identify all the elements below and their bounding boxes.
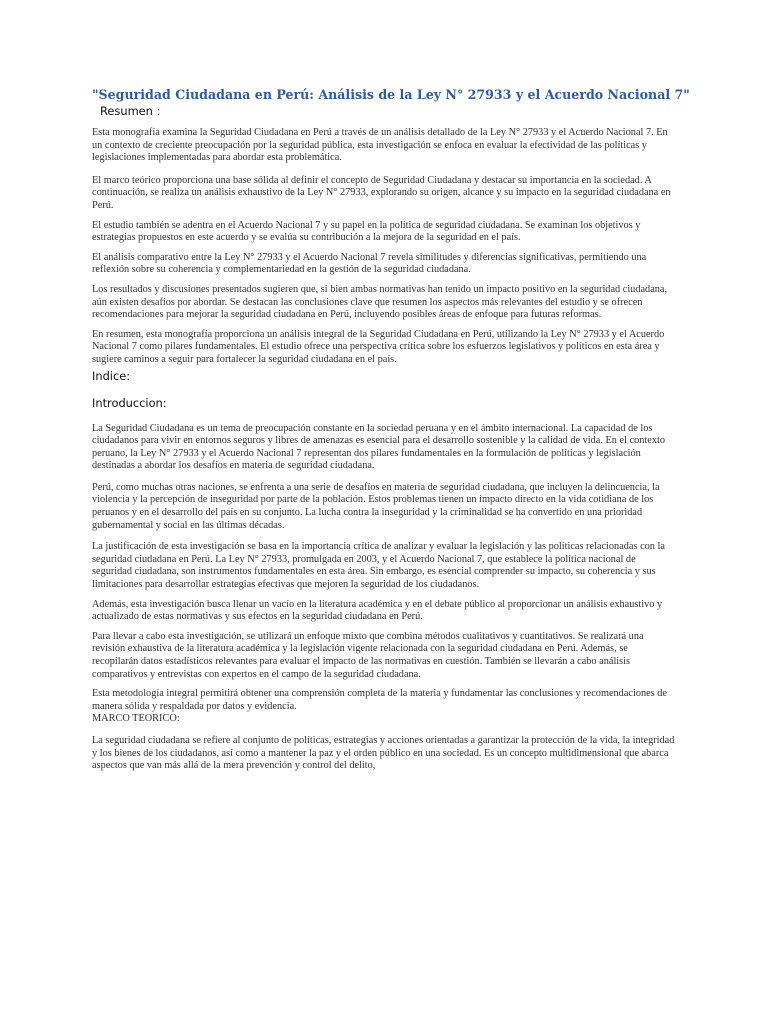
marco-teorico-paragraph: La seguridad ciudadana se refiere al conjunto de políticas, estrategias y acciones orientadas a garantizar la protección de la vida, la integridad y los bienes de los ciudadanos, así como a mantener la paz y el orden público en una sociedad. Es un concepto multidimensional que abarca aspectos que van más allá de la mera prevención y control del delito, [92, 734, 675, 772]
summary-paragraph: Esta monografía examina la Seguridad Ciudadana en Perú a través de un análisis detallado de la Ley N° 27933 y el Acuerdo Nacional 7. En un contexto de creciente preocupación por la seguridad pública, esta investigación se enfoca en evaluar la efectividad de las políticas y legislaciones implementadas para abordar esta problemática. [92, 127, 668, 164]
intro-paragraph: La justificación de esta investigación se basa en la importancia crítica de analizar y evaluar la legislación y las políticas relacionadas con la seguridad ciudadana en Perú. La Ley N° 27933, promulgada en 2003, y el Acuerdo Nacional 7, que establece la política nacional de seguridad ciudadana, son instrumentos fundamentales en esta área. Sin embargo, es esencial comprender su impacto, su coherencia y sus limitaciones para desarrollar estrategias efectivas que mejoren la seguridad de los ciudadanos. [92, 541, 665, 591]
summary-paragraph: Los resultados y discusiones presentados sugieren que, si bien ambas normativas han tenido un impacto positivo en la seguridad ciudadana, aún existen desafíos por abordar. Se destacan las conclusiones clave que resumen los aspectos más relevantes del estudio y se ofrecen recomendaciones para mejorar la seguridad ciudadana en Perú, incluyendo posibles áreas de enfoque para futuras reformas. [92, 283, 668, 321]
intro-paragraph: Perú, como muchas otras naciones, se enfrenta a una serie de desafíos en materia de seguridad ciudadana, que incluyen la delincuencia, la violencia y la percepción de inseguridad por parte de la población. Estos problemas tienen un impacto directo en la vida cotidiana de los peruanos y en el desarrollo del país en su conjunto. La lucha contra la inseguridad y la criminalidad se ha convertido en una prioridad gubernamental y social en las últimas décadas. [92, 481, 660, 531]
intro-heading: Introduccion: [92, 395, 167, 410]
intro-paragraph: La Seguridad Ciudadana es un tema de preocupación constante en la sociedad peruana y en el ámbito internacional. La capacidad de los ciudadanos para vivir en entornos seguros y libres de amenazas es esencial para el desarrollo sostenible y la calidad de vida. En el contexto peruano, la Ley N° 27933 y el Acuerdo Nacional 7 representan dos pilares fundamentales en la formulación de políticas y legislación destinadas a abordar los desafíos en materia de seguridad ciudadana. [92, 422, 665, 472]
document-title: "Seguridad Ciudadana en Perú: Análisis de la Ley N° 27933 y el Acuerdo Nacional 7" [92, 87, 690, 102]
intro-paragraph: Además, esta investigación busca llenar un vacío en la literatura académica y en el debate público al proporcionar un análisis exhaustivo y actualizado de estas normativas y sus efectos en la seguridad ciudadana en Perú. [92, 598, 663, 623]
marco-teorico-heading: MARCO TEORICO: [92, 713, 180, 725]
summary-paragraph: El estudio también se adentra en el Acuerdo Nacional 7 y su papel en la política de seguridad ciudadana. Se examinan los objetivos y estrategias propuestos en este acuerdo y se evalúa su contribución a la mejora de la seguridad en el país. [92, 219, 641, 244]
summary-heading: Resumen : [100, 104, 161, 118]
intro-paragraph: Para llevar a cabo esta investigación, se utilizará un enfoque mixto que combina métodos cualitativos y cuantitativos. Se realizará una revisión exhaustiva de la literatura académica y la legislación vigente relacionada con la seguridad ciudadana en Perú. Además, se recopilarán datos estadísticos relevantes para evaluar el impacto de las normativas en cuestión. También se llevarán a cabo análisis comparativos y entrevistas con expertos en el campo de la seguridad ciudadana. [92, 630, 644, 680]
summary-paragraph: En resumen, esta monografía proporciona un análisis integral de la Seguridad Ciudadana en Perú, utilizando la Ley N° 27933 y el Acuerdo Nacional 7 como pilares fundamentales. El estudio ofrece una perspectiva crítica sobre los esfuerzos legislativos y políticos en esta área y sugiere caminos a seguir para fortalecer la seguridad ciudadana en el país. [92, 328, 665, 365]
intro-paragraph: Esta metodología integral permitirá obtener una comprensión completa de la materia y fundamentar las conclusiones y recomendaciones de manera sólida y respaldada por datos y evidencia. [92, 688, 667, 712]
document-page [92, 86, 690, 773]
index-heading: Indice: [92, 368, 131, 383]
summary-paragraph: El análisis comparativo entre la Ley N° 27933 y el Acuerdo Nacional 7 revela similitudes y diferencias significativas, permitiendo una reflexión sobre su coherencia y complementariedad en la gestión de la seguridad ciudadana. [92, 251, 647, 276]
summary-paragraph: El marco teórico proporciona una base sólida al definir el concepto de Seguridad Ciudadana y destacar su importancia en la sociedad. A continuación, se realiza un análisis exhaustivo de la Ley N° 27933, explorando su origen, alcance y su impacto en la seguridad ciudadana en Perú. [92, 174, 671, 211]
